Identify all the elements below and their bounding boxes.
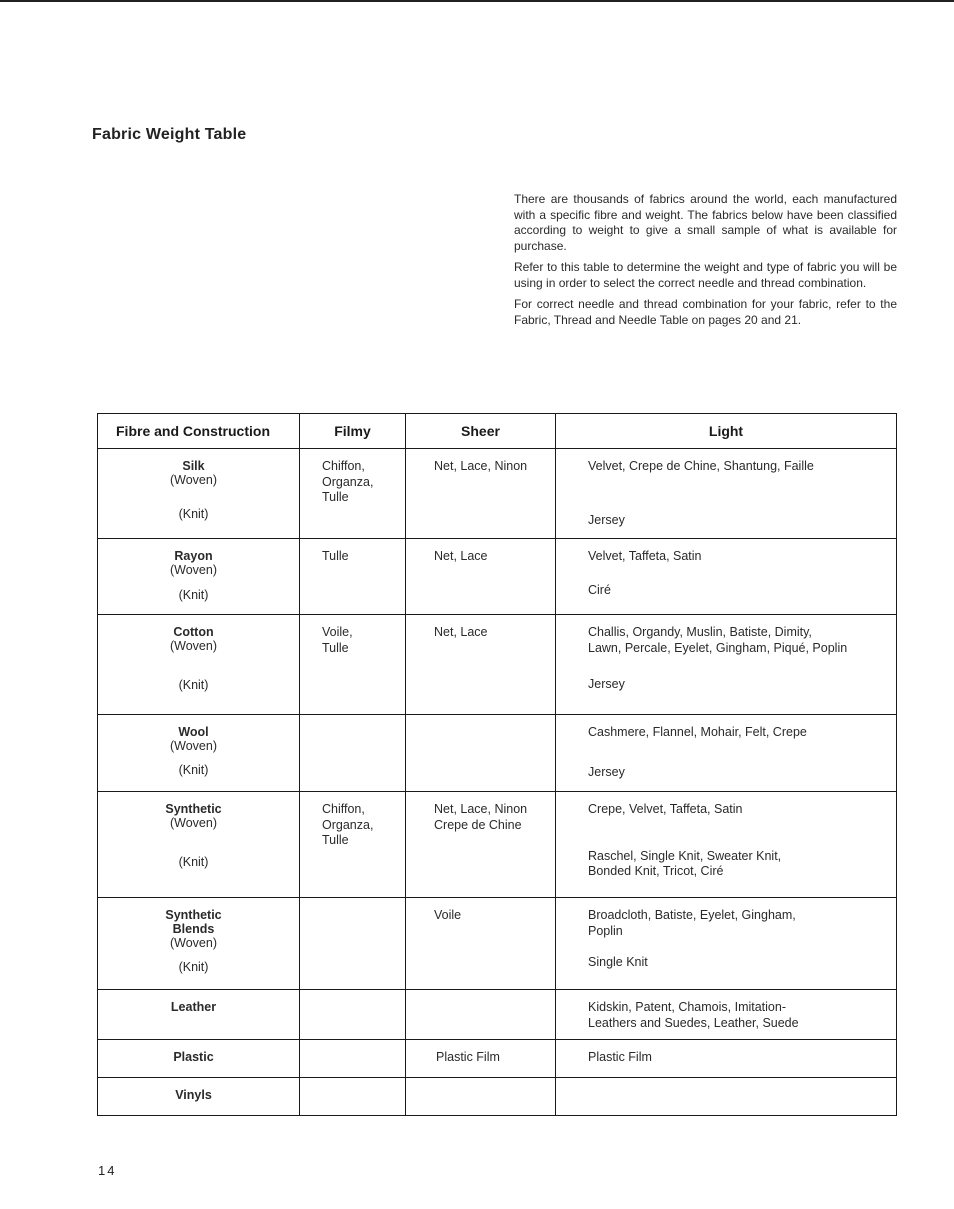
light-cell: [556, 898, 897, 990]
fabric-weight-table: [97, 413, 897, 1116]
filmy-text: Chiffon,: [322, 802, 365, 816]
filmy-cell: [300, 1078, 406, 1116]
light-woven-text: Leathers and Suedes, Leather, Suede: [588, 1015, 799, 1030]
filmy-text: Organza,: [322, 817, 374, 832]
sheer-cell: [406, 539, 556, 615]
light-woven-text: Broadcloth, Batiste, Eyelet, Gingham,: [588, 908, 796, 922]
fibre-cell: [98, 898, 300, 990]
knit-label: (Knit): [178, 960, 209, 974]
fibre-cell: [98, 792, 300, 898]
light-knit-text: Raschel, Single Knit, Sweater Knit,: [588, 848, 782, 863]
light-cell: [556, 990, 897, 1040]
fibre-cell: [98, 715, 300, 792]
light-woven-text: Kidskin, Patent, Chamois, Imitation-: [588, 1000, 786, 1014]
top-rule: [0, 0, 954, 2]
header-light: Light: [556, 414, 897, 449]
intro-text: [514, 192, 897, 334]
woven-label: (Woven): [169, 563, 217, 577]
woven-label: (Woven): [169, 816, 217, 830]
intro-paragraph-1: There are thousands of fabrics around the world, each manufactured with a specific fibre and weight. The fabrics below have been classified according to weight to give a small sample of what is available for purchase.: [514, 192, 897, 253]
table-row: [98, 898, 897, 990]
light-woven-text: Velvet, Taffeta, Satin: [588, 549, 702, 563]
header-sheer: Sheer: [406, 414, 556, 449]
fibre-name: Leather: [170, 1000, 217, 1014]
filmy-text: Tulle: [322, 490, 349, 504]
sheer-cell: [406, 898, 556, 990]
sheer-text: Crepe de Chine: [434, 817, 522, 832]
light-cell: [556, 615, 897, 715]
fibre-name: Synthetic: [165, 802, 222, 816]
fibre-cell: [98, 1040, 300, 1078]
light-woven-text: Plastic Film: [588, 1050, 652, 1064]
fibre-name: Plastic: [173, 1050, 214, 1064]
light-cell: [556, 792, 897, 898]
intro-paragraph-3: For correct needle and thread combination for your fabric, refer to the Fabric, Thread and Needle Table on pages 20 and 21.: [514, 297, 897, 327]
filmy-text: Tulle: [322, 640, 349, 655]
light-knit-text: Ciré: [588, 582, 611, 597]
sheer-text: Net, Lace: [434, 549, 488, 563]
fibre-name-line-2: Blends: [172, 922, 215, 936]
fibre-name: Silk: [182, 459, 205, 473]
light-cell: [556, 1040, 897, 1078]
header-fibre-and-construction: Fibre and Construction: [98, 414, 300, 449]
filmy-cell: [300, 792, 406, 898]
filmy-cell: [300, 615, 406, 715]
light-knit-text: Jersey: [588, 677, 625, 691]
sheer-cell: [406, 990, 556, 1040]
knit-label: (Knit): [178, 678, 209, 692]
page-title: Fabric Weight Table: [92, 126, 247, 143]
light-cell: [556, 449, 897, 539]
sheer-cell: [406, 615, 556, 715]
filmy-text: Organza,: [322, 474, 374, 489]
knit-label: (Knit): [178, 588, 209, 602]
light-knit-text: Bonded Knit, Tricot, Ciré: [588, 864, 724, 878]
sheer-text: Net, Lace, Ninon: [434, 802, 528, 816]
knit-label: (Knit): [178, 763, 209, 777]
light-woven-text: Lawn, Percale, Eyelet, Gingham, Piqué, Poplin: [588, 640, 848, 655]
filmy-cell: [300, 715, 406, 792]
fibre-cell: [98, 990, 300, 1040]
light-cell: [556, 715, 897, 792]
sheer-text: Voile: [434, 908, 462, 922]
light-woven-text: Challis, Organdy, Muslin, Batiste, Dimity,: [588, 625, 812, 639]
filmy-text: Chiffon,: [322, 459, 365, 473]
knit-label: (Knit): [178, 507, 209, 521]
woven-label: (Woven): [169, 739, 217, 753]
fibre-cell: [98, 1078, 300, 1116]
light-cell: [556, 1078, 897, 1116]
fibre-name: Cotton: [173, 625, 214, 639]
table-row: [98, 792, 897, 898]
light-woven-text: Poplin: [588, 923, 623, 938]
woven-label: (Woven): [169, 936, 217, 950]
sheer-cell: [406, 792, 556, 898]
table-header-row: [98, 414, 897, 449]
sheer-cell: [406, 715, 556, 792]
filmy-text: Tulle: [322, 833, 349, 847]
light-woven-text: Velvet, Crepe de Chine, Shantung, Faille: [588, 459, 814, 473]
header-filmy: Filmy: [300, 414, 406, 449]
table-row: [98, 1040, 897, 1078]
knit-label: (Knit): [178, 855, 209, 869]
light-knit-text: Single Knit: [588, 955, 648, 969]
sheer-cell: [406, 1040, 556, 1078]
fibre-cell: [98, 449, 300, 539]
table-row: [98, 615, 897, 715]
filmy-text: Tulle: [322, 549, 349, 563]
fibre-name: Wool: [178, 725, 209, 739]
fibre-cell: [98, 615, 300, 715]
sheer-cell: [406, 1078, 556, 1116]
filmy-text: Voile,: [322, 625, 353, 639]
woven-label: (Woven): [169, 473, 217, 487]
filmy-cell: [300, 539, 406, 615]
light-woven-text: Crepe, Velvet, Taffeta, Satin: [588, 802, 743, 816]
table-row: [98, 1078, 897, 1116]
sheer-cell: [406, 449, 556, 539]
intro-paragraph-2: Refer to this table to determine the weight and type of fabric you will be using in order to select the correct needle and thread combination.: [514, 260, 897, 290]
sheer-text: Net, Lace: [434, 625, 488, 639]
sheer-text: Plastic Film: [436, 1050, 500, 1064]
filmy-cell: [300, 990, 406, 1040]
woven-label: (Woven): [169, 639, 217, 653]
light-cell: [556, 539, 897, 615]
light-woven-text: Cashmere, Flannel, Mohair, Felt, Crepe: [588, 725, 807, 739]
sheer-text: Net, Lace, Ninon: [434, 459, 528, 473]
page-number: 14: [98, 1163, 117, 1178]
fibre-name: Rayon: [174, 549, 213, 563]
filmy-cell: [300, 449, 406, 539]
filmy-cell: [300, 1040, 406, 1078]
fibre-cell: [98, 539, 300, 615]
light-knit-text: Jersey: [588, 764, 625, 779]
fibre-name: Synthetic: [165, 908, 222, 922]
light-knit-text: Jersey: [588, 512, 625, 527]
table-row: [98, 715, 897, 792]
filmy-cell: [300, 898, 406, 990]
table-row: [98, 990, 897, 1040]
fibre-name: Vinyls: [175, 1088, 212, 1102]
table-row: [98, 449, 897, 539]
table-row: [98, 539, 897, 615]
